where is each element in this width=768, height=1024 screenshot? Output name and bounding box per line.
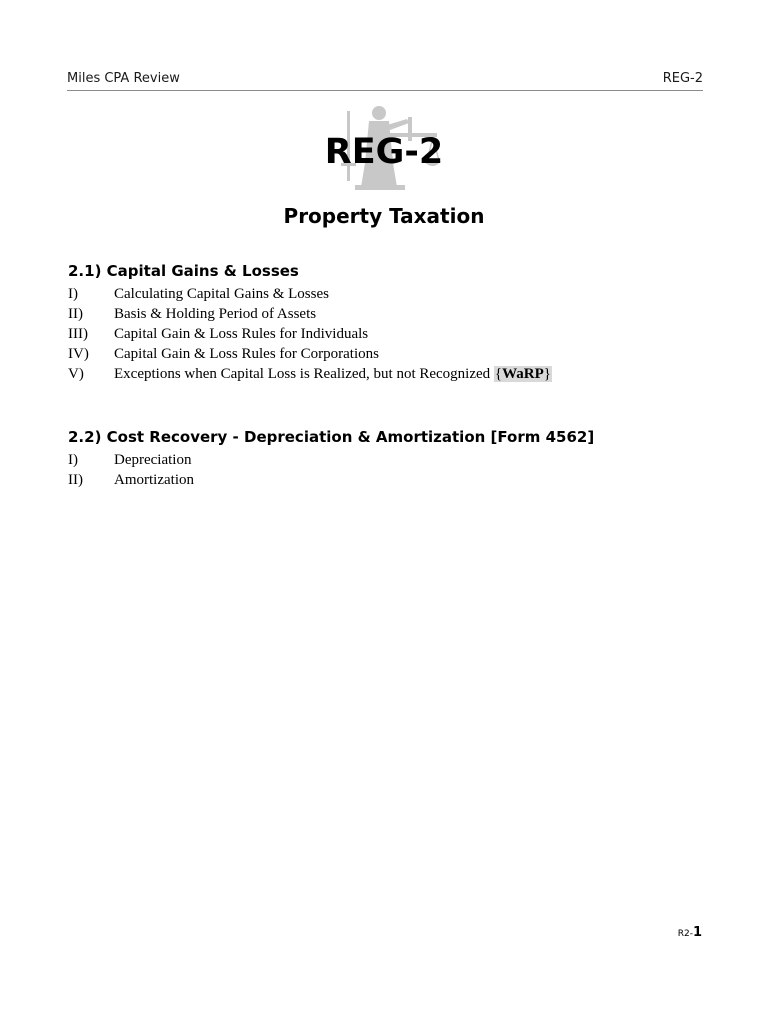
page-number-prefix: R2- xyxy=(677,929,693,939)
section-capital-gains xyxy=(68,261,708,384)
item-text: Amortization xyxy=(114,472,194,488)
item-text-with-tag xyxy=(114,364,552,384)
list-item xyxy=(68,284,708,304)
header-section-code: REG-2 xyxy=(662,71,703,86)
item-text: Basis & Holding Period of Assets xyxy=(114,306,317,322)
page-header xyxy=(67,68,703,91)
list-item xyxy=(68,450,708,470)
section-heading: 2.1) Capital Gains & Losses xyxy=(68,262,299,280)
page-subtitle: Property Taxation xyxy=(283,204,485,228)
item-numeral: I) xyxy=(68,286,78,302)
section-cost-recovery xyxy=(68,427,708,490)
item-text: Depreciation xyxy=(114,452,192,468)
list-item xyxy=(68,304,708,324)
page-title: REG-2 xyxy=(324,132,444,172)
item-numeral: IV) xyxy=(68,346,89,362)
list-item xyxy=(68,324,708,344)
item-text: Exceptions when Capital Loss is Realized, but not Recognized xyxy=(114,366,491,382)
item-numeral: II) xyxy=(68,472,83,488)
page-number xyxy=(678,921,702,940)
topic-list xyxy=(68,284,708,384)
item-numeral: III) xyxy=(68,326,88,342)
item-text: Capital Gain & Loss Rules for Individuals xyxy=(114,326,369,342)
page-number-value: 1 xyxy=(692,925,702,940)
item-numeral: II) xyxy=(68,306,83,322)
item-text: Capital Gain & Loss Rules for Corporations xyxy=(114,346,379,362)
item-numeral: I) xyxy=(68,452,78,468)
section-heading: 2.2) Cost Recovery - Depreciation & Amortization [Form 4562] xyxy=(68,428,595,446)
list-item xyxy=(68,344,708,364)
list-item xyxy=(68,364,708,384)
topic-list xyxy=(68,450,708,490)
tag-close-brace: } xyxy=(543,366,551,382)
header-publisher: Miles CPA Review xyxy=(67,71,180,86)
item-text: Calculating Capital Gains & Losses xyxy=(114,286,329,302)
mnemonic-tag xyxy=(494,366,552,382)
tag-label: WaRP xyxy=(502,366,544,382)
item-numeral: V) xyxy=(68,366,84,382)
tag-open-brace: { xyxy=(494,366,503,382)
list-item xyxy=(68,470,708,490)
